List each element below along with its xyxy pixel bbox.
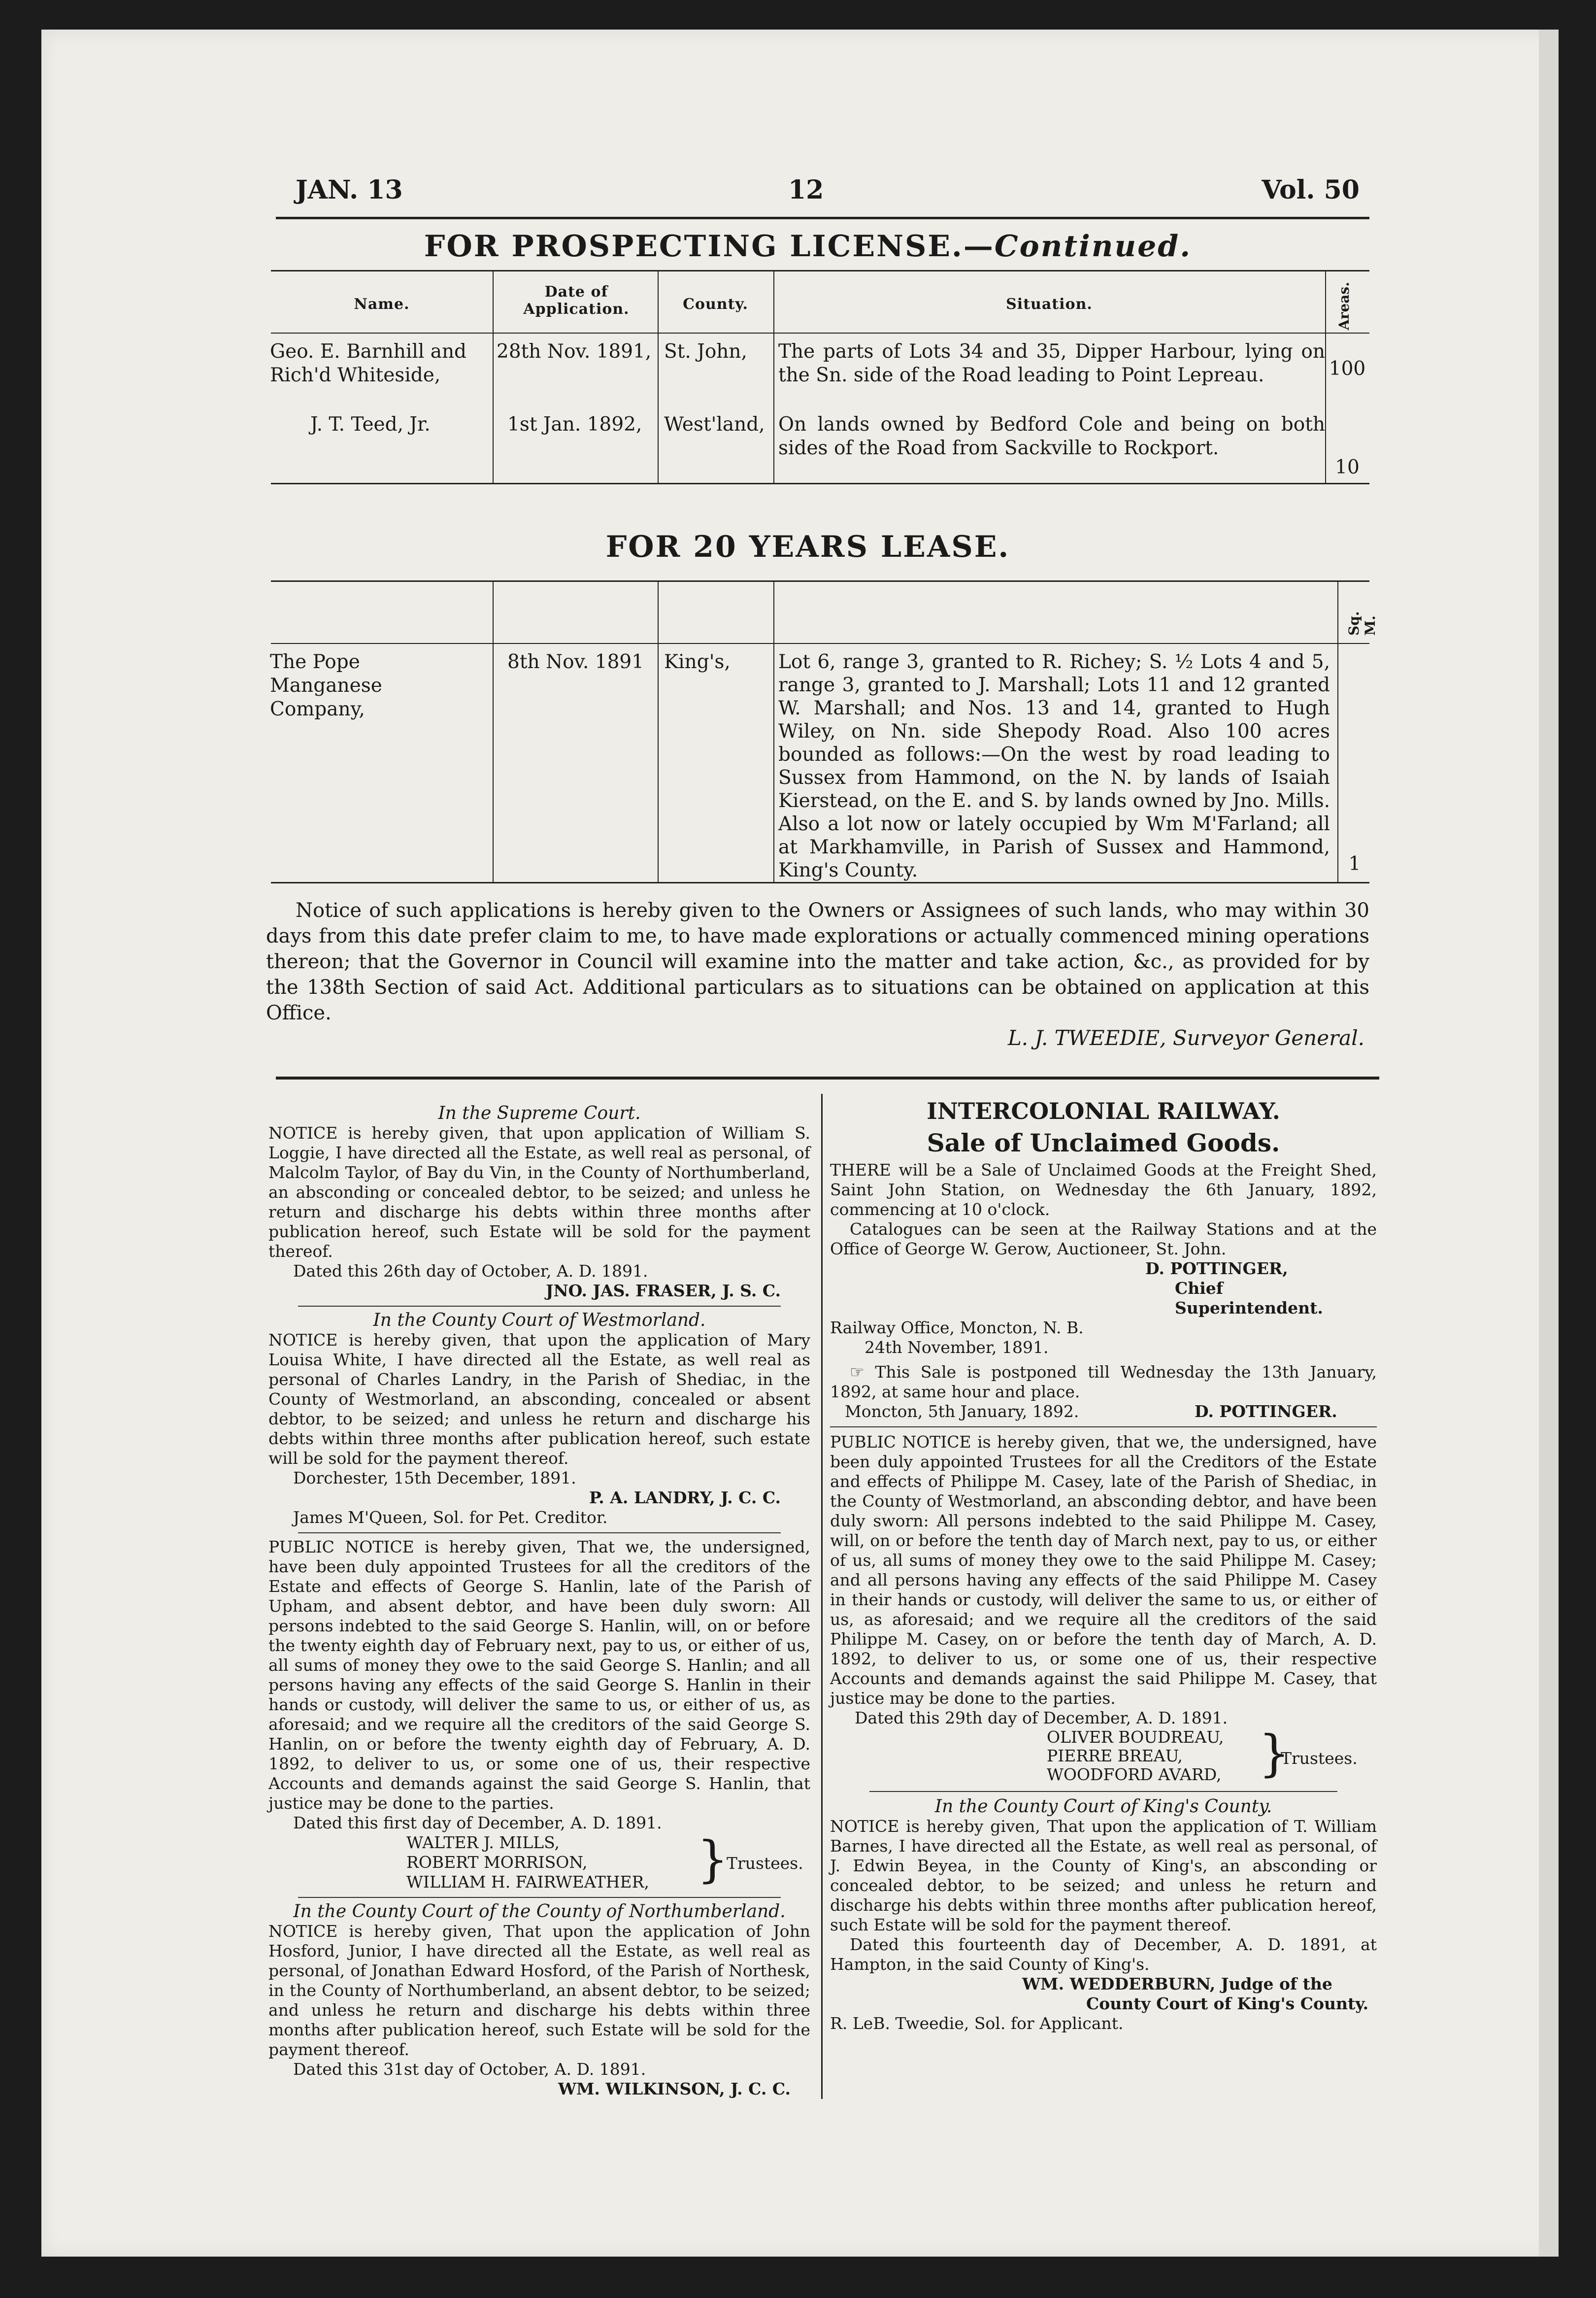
- lease-name: The Pope Manganese Company,: [270, 651, 382, 720]
- page-header: [256, 175, 1360, 209]
- railway-sign3: D. POTTINGER.: [1195, 1402, 1337, 1421]
- col-divider: [773, 271, 774, 483]
- column-divider: [821, 1094, 823, 2099]
- kings-dated: Dated this fourteenth day of December, A. D. 1891, at Hampton, in the said County of King's.: [830, 1935, 1377, 1974]
- col-header-areas: Areas.: [1336, 282, 1352, 330]
- pointing-hand-icon: ☞: [850, 1362, 875, 1382]
- row1-situation: The parts of Lots 34 and 35, Dipper Harbour, lying on the Sn. side of the Road leading to Point Lepreau.: [778, 340, 1325, 386]
- row1-name: Geo. E. Barnhill and Rich'd Whiteside,: [270, 340, 467, 386]
- kings-sign1: WM. WEDDERBURN, Judge of the: [1022, 1974, 1332, 1994]
- northumberland-sign: WM. WILKINSON, J. C. C.: [558, 2079, 791, 2098]
- notice-paragraph: Notice of such applications is hereby given to the Owners or Assignees of such lands, who may within 30 days from this date prefer claim to me, to have made explorations or actually commenced mining operations thereon; that the Governor in Council will examine into the matter and take action, &c., as provided for by the 138th Section of said Act. Additional particulars as to situations can be obtained on application at this Office.: [266, 899, 1369, 1024]
- row1-area: 100: [1329, 358, 1366, 380]
- table-top-rule: [271, 270, 1369, 271]
- col-divider: [493, 581, 494, 882]
- lease-header-rule: [271, 643, 1369, 644]
- lease-top-rule: [271, 580, 1369, 582]
- trustee-names: [1047, 1728, 1224, 1784]
- supreme-heading: In the Supreme Court.: [438, 1103, 641, 1123]
- kings-heading: In the County Court of King's County.: [934, 1796, 1272, 1817]
- col-header-county: County.: [683, 296, 748, 313]
- casey-body: PUBLIC NOTICE is hereby given, that we, the undersigned, have been duly appointed Trustees for all the Creditors of the Estate and effects of Philippe M. Casey, late of the Parish of Shediac, in the County of Westmorland, an absconding debtor, and have been duly sworn: All persons indebted to the said Philippe M. Casey, will, on or before the tenth day of March next, pay to us, or either of us, all sums of money they owe to the said Philippe M. Casey; and all persons having any effects of the said Philippe M. Casey in their hands or custody, will deliver the same to us, or either of us, as aforesaid; and we require all the creditors of the said Philippe M. Casey, on or before the tenth day of March, A. D. 1892, to deliver to us, or some one of us, their respective Accounts and demands against the said Philippe M. Casey, that justice may be done to the parties.: [830, 1432, 1377, 1708]
- lease-county: King's,: [664, 651, 731, 673]
- lease-area: 1: [1348, 853, 1361, 875]
- separator: [298, 1532, 781, 1533]
- col-divider: [1337, 581, 1338, 882]
- railway-body1: THERE will be a Sale of Unclaimed Goods at the Freight Shed, Saint John Station, on Wednesday the 6th January, 1892, commencing at 10 o'clock.: [830, 1160, 1377, 1219]
- hanlin-body: PUBLIC NOTICE is hereby given, That we, the undersigned, have been duly appointed Trustees for all the creditors of the Estate and effects of George S. Hanlin, late of the Parish of Upham, and absent debtor, and have been duly sworn: All persons indebted to the said George S. Hanlin, will, on or before the twenty eighth day of February next, pay to us, or either of us, all sums of money they owe to the said George S. Hanlin; and all persons having any effects of the said George S. Hanlin in their hands or custody, will deliver the same to us, or either of us, as aforesaid; and we require all the creditors of the said George S. Hanlin, on or before the twenty eighth day of February, A. D. 1892, to deliver to us, or some one of us, their respective Accounts and demands against the said George S. Hanlin, that justice may be done to the parties.: [268, 1537, 810, 1813]
- northumberland-dated: Dated this 31st day of October, A. D. 1891.: [293, 2060, 646, 2079]
- trustee-name: WILLIAM H. FAIRWEATHER,: [406, 1872, 649, 1892]
- brace-glyph: }: [697, 1830, 729, 1888]
- trustee-name: WALTER J. MILLS,: [406, 1833, 560, 1852]
- lease-title: FOR 20 YEARS LEASE.: [605, 530, 1010, 564]
- railway-sign1: D. POTTINGER,: [1145, 1259, 1288, 1278]
- notice-signature: L. J. TWEEDIE, Surveyor General.: [1007, 1026, 1364, 1050]
- westmorland-body: NOTICE is hereby given, that upon the application of Mary Louisa White, I have directed all the Estate, as well real as personal of Charles Landry, in the Parish of Shediac, in the County of Westmorland, an absconding, concealed or absent debtor, to be seized; and unless he return and discharge his debts within three months after publication hereof, such estate will be sold for the payment thereof.: [268, 1330, 810, 1468]
- col-divider: [493, 271, 494, 483]
- westmorland-heading: In the County Court of Westmorland.: [373, 1310, 706, 1330]
- northumberland-body: NOTICE is hereby given, That upon the application of John Hosford, Junior, I have directed all the Estate, as well real as personal, of Jonathan Edward Hosford, of the Parish of Northesk, in the County of Northumberland, an absent debtor, to be seized; and unless he return and discharge his debts within three months after publication hereof, such Estate will be sold for the payment thereof.: [268, 1922, 810, 2059]
- westmorland-dated: Dorchester, 15th December, 1891.: [293, 1468, 576, 1487]
- northumberland-heading: In the County Court of the County of Northumberland.: [293, 1901, 786, 1922]
- section-rule: [276, 1077, 1379, 1080]
- col-header-date: Date of Application.: [523, 283, 630, 318]
- kings-sol: R. LeB. Tweedie, Sol. for Applicant.: [830, 2014, 1124, 2033]
- page-edge: [1539, 30, 1559, 2257]
- row2-name: J. T. Teed, Jr.: [310, 413, 431, 436]
- prospecting-title: FOR PROSPECTING LICENSE.—Continued.: [424, 229, 1192, 264]
- row2-date: 1st Jan. 1892,: [507, 413, 642, 436]
- lease-area-header: Sq. M.: [1346, 611, 1378, 636]
- separator: [869, 1791, 1337, 1792]
- supreme-sign: JNO. JAS. FRASER, J. S. C.: [545, 1281, 781, 1300]
- separator: [298, 1897, 781, 1898]
- westmorland-sign: P. A. LANDRY, J. C. C.: [589, 1488, 781, 1507]
- header-rule: [276, 217, 1369, 219]
- trustee-name: OLIVER BOUDREAU,: [1047, 1727, 1224, 1747]
- supreme-body: NOTICE is hereby given, that upon application of William S. Loggie, I have directed all the Estate, as well real as personal, of Malcolm Taylor, of Bay du Vin, in the County of Northumberland, an absconding or concealed debtor, to be seized; and unless he return and discharge his debts within three months after publication hereof, such Estate will be sold for the payment thereof.: [268, 1123, 810, 1261]
- separator: [298, 1306, 781, 1307]
- table-bottom-rule: [271, 483, 1369, 484]
- separator: [830, 1426, 1377, 1427]
- casey-dated: Dated this 29th day of December, A. D. 1891.: [855, 1708, 1228, 1727]
- col-divider: [1325, 271, 1326, 483]
- westmorland-sol: James M'Queen, Sol. for Pet. Creditor.: [293, 1508, 608, 1527]
- col-divider: [658, 581, 659, 882]
- casey-trustees: [830, 1724, 1377, 1791]
- railway-sign2: Chief Superintendent.: [1175, 1279, 1323, 1318]
- brace-glyph: }: [1259, 1724, 1290, 1782]
- page-number: 12: [788, 175, 824, 205]
- lease-date: 8th Nov. 1891: [507, 651, 644, 673]
- hanlin-trustees: [268, 1830, 810, 1897]
- lease-bottom-rule: [271, 882, 1369, 883]
- row2-county: West'land,: [664, 413, 765, 436]
- hanlin-dated: Dated this first day of December, A. D. 1891.: [293, 1813, 662, 1832]
- railway-office: Railway Office, Moncton, N. B.: [830, 1318, 1084, 1337]
- lease-situation: Lot 6, range 3, granted to R. Richey; S. ½ Lots 4 and 5, range 3, granted to J. Marshall; Lots 11 and 12 granted W. Marshall; and Nos. 13 and 14, granted to Hugh Wiley, on Nn. side Shepody Road. Also 100 acres bounded as follows:—On the west by road leading to Sussex from Hammond, on the N. by lands of Isaiah Kierstead, on the E. and S. by lands owned by Jno. Mills. Also a lot now or lately occupied by Wm M'Farland; all at Markhamville, in Parish of Sussex and Hammond, King's County.: [778, 651, 1330, 881]
- railway-heading: INTERCOLONIAL RAILWAY.: [927, 1098, 1280, 1124]
- supreme-dated: Dated this 26th day of October, A. D. 1891.: [293, 1261, 648, 1281]
- railway-moncton-line: [830, 1402, 1377, 1423]
- row1-county: St. John,: [664, 340, 747, 363]
- left-column: [268, 1104, 810, 2099]
- row2-situation: On lands owned by Bedford Cole and being on both sides of the Road from Sackville to Rockport.: [778, 413, 1325, 459]
- trustees-label: Trustees.: [1281, 1749, 1358, 1768]
- right-column: [830, 1096, 1377, 2033]
- kings-body: NOTICE is hereby given, That upon the application of T. William Barnes, I have directed all the Estate, as well real as personal, of J. Edwin Beyea, in the County of King's, an absconding or concealed debtor, to be seized; and unless he return and discharge his debts within three months after publication hereof, such Estate will be sold for the payment thereof.: [830, 1817, 1377, 1934]
- kings-sign2: County Court of King's County.: [1086, 1994, 1369, 2013]
- trustee-name: ROBERT MORRISON,: [406, 1853, 588, 1872]
- railway-moncton: Moncton, 5th January, 1892.: [845, 1402, 1079, 1421]
- row1-date: 28th Nov. 1891,: [497, 340, 652, 363]
- railway-sub: Sale of Unclaimed Goods.: [927, 1128, 1280, 1157]
- row2-area: 10: [1335, 456, 1360, 478]
- trustee-name: WOODFORD AVARD,: [1047, 1765, 1222, 1784]
- header-date: JAN. 13: [296, 175, 403, 205]
- trustee-name: PIERRE BREAU,: [1047, 1746, 1183, 1765]
- railway-office-date: 24th November, 1891.: [864, 1338, 1049, 1357]
- railway-body2: Catalogues can be seen at the Railway Stations and at the Office of George W. Gerow, Auctioneer, St. John.: [830, 1219, 1377, 1258]
- col-header-situation: Situation.: [1006, 296, 1093, 313]
- col-divider: [658, 271, 659, 483]
- col-divider: [773, 581, 774, 882]
- trustee-names: [406, 1833, 649, 1892]
- header-row-rule: [271, 333, 1369, 334]
- railway-postponed: ☞ This Sale is postponed till Wednesday the 13th January, 1892, at same hour and place.: [830, 1362, 1377, 1401]
- volume-number: Vol. 50: [1262, 175, 1360, 205]
- trustees-label: Trustees.: [727, 1854, 803, 1873]
- col-header-name: Name.: [354, 296, 410, 313]
